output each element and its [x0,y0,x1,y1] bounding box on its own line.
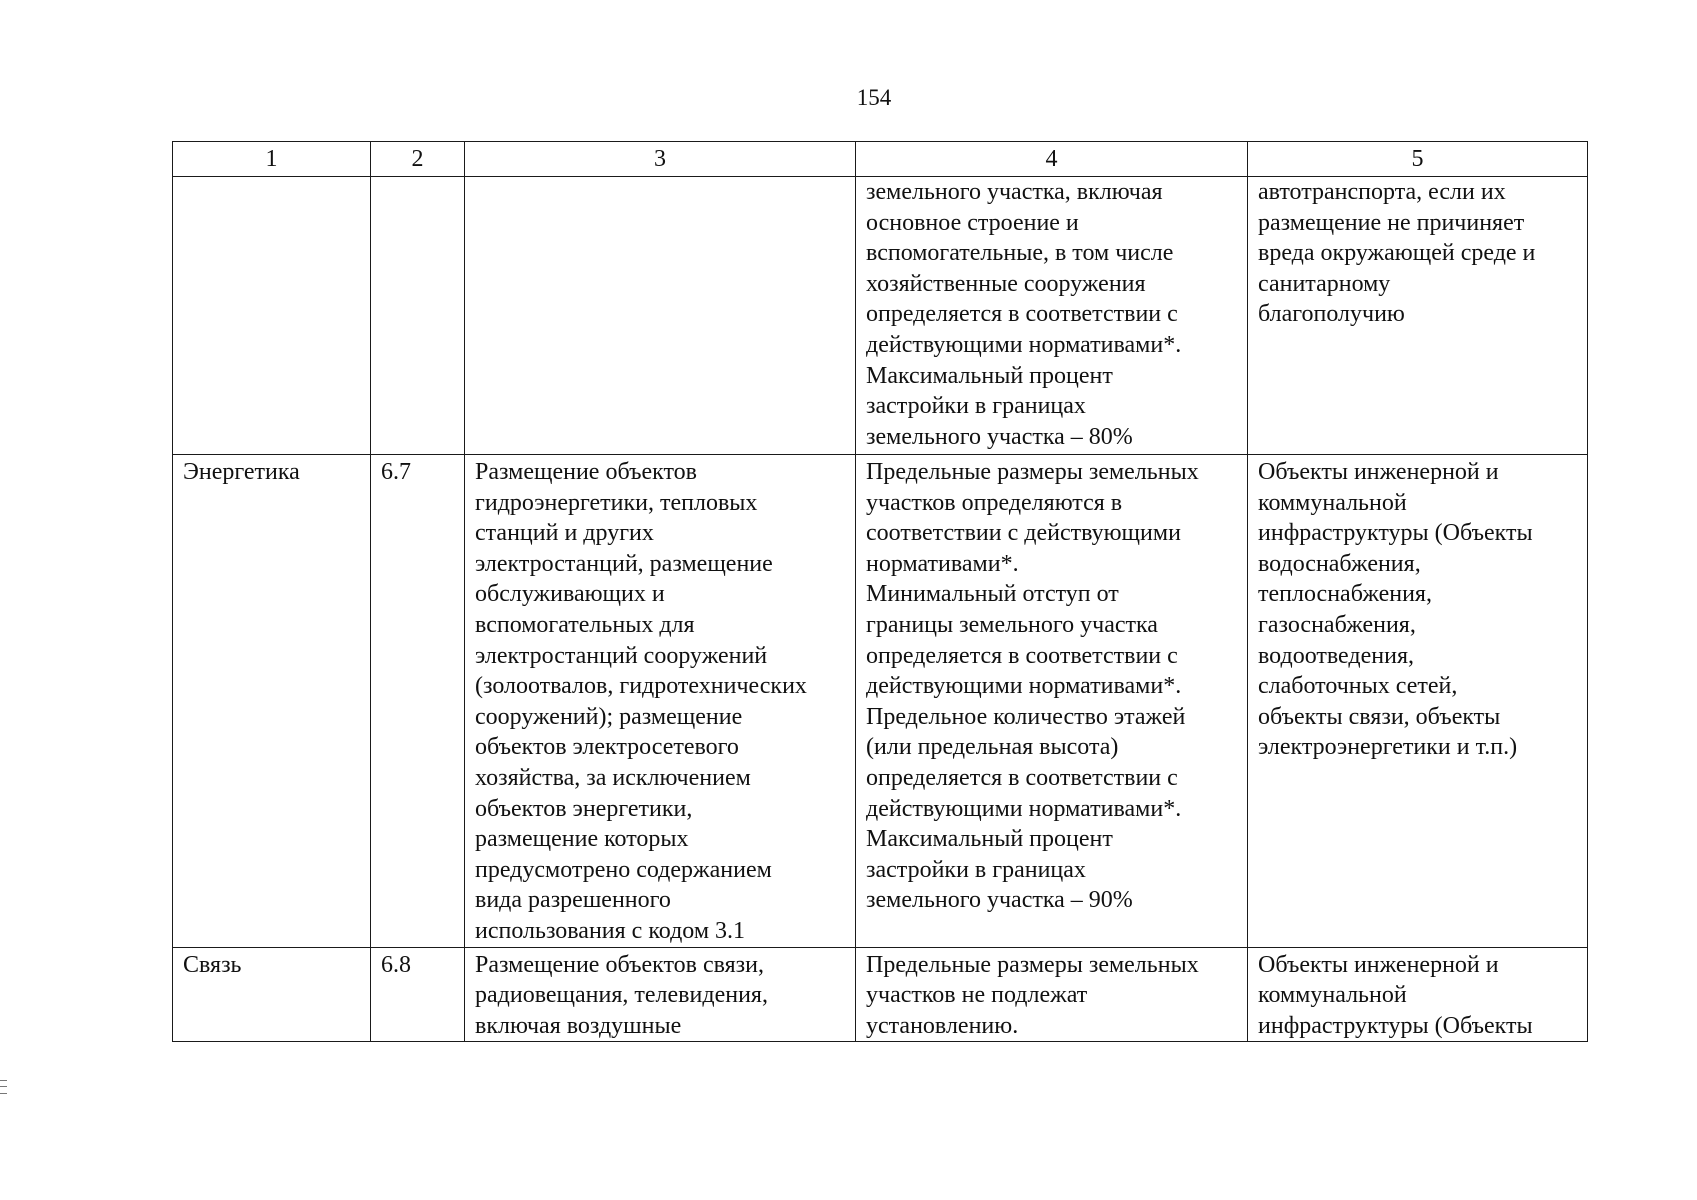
cell-use-description [465,947,856,1042]
cell-text: 6.8 [381,951,411,978]
column-header: 3 [465,142,856,177]
column-header: 1 [173,142,371,177]
cell-parameters [856,947,1248,1042]
column-header: 4 [856,142,1248,177]
cell-text: Объекты инженерной и коммунальной инфраструктуры (Объекты водоснабжения, теплоснабжения, газоснабжения, водоотведения, слаботочных сетей, объекты связи, объекты электроэнергетики и т.п.) [1258,459,1533,761]
cell-text: земельного участка, включая основное строение и вспомогательные, в том числе хозяйственные сооружения определяется в соответствии с действующими нормативами*. Максимальный процент застройки в границах земельного участка – 80% [866,179,1182,450]
cell-text: 6.7 [381,459,411,485]
cell-use-code [371,947,465,1042]
cell-use-description [465,177,856,455]
cell-related-uses [1248,177,1588,455]
cell-text: Предельные размеры земельных участков определяются в соответствии с действующими нормативами*. Минимальный отступ от границы земельного участка определяется в соответствии с действующими нормативами*. Предельное количество этажей (или предельная высота) определяется в соответствии с действующими нормативами*. Максимальный процент застройки в границах земельного участка – 90% [866,459,1199,914]
cell-text: Размещение объектов гидроэнергетики, тепловых станций и других электростанций, размещение обслуживающих и вспомогательных для электростанций сооружений (золоотвалов, гидротехнических сооружений); размещение объектов электросетевого хозяйства, за исключением объектов энергетики, размещение которых предусмотрено содержанием вида разрешенного использования с кодом 3.1 [475,459,807,944]
cell-related-uses [1248,947,1588,1042]
page-number: 154 [856,85,892,110]
column-header: 2 [371,142,465,177]
cell-text: Энергетика [183,459,300,485]
cell-parameters [856,455,1248,948]
cell-use-description [465,455,856,948]
cell-text: Объекты инженерной и коммунальной инфраструктуры (Объекты [1258,951,1533,1039]
cell-use-name [173,947,371,1042]
cell-use-code [371,455,465,948]
cell-use-code [371,177,465,455]
cell-text: Связь [183,951,242,978]
column-header: 5 [1248,142,1588,177]
land-use-table [172,141,1588,1042]
cell-text: Размещение объектов связи, радиовещания, телевидения, включая воздушные [475,951,768,1039]
cell-related-uses [1248,455,1588,948]
table-row [173,455,1588,948]
cell-text: автотранспорта, если их размещение не причиняет вреда окружающей среде и санитарному благополучию [1258,179,1536,328]
cell-parameters [856,177,1248,455]
scan-edge-mark [0,1080,7,1094]
cell-use-name [173,455,371,948]
cell-text: Предельные размеры земельных участков не подлежат установлению. [866,951,1199,1039]
cell-use-name [173,177,371,455]
table-row [173,177,1588,455]
table-header-row [173,142,1588,177]
table-row [173,947,1588,1042]
